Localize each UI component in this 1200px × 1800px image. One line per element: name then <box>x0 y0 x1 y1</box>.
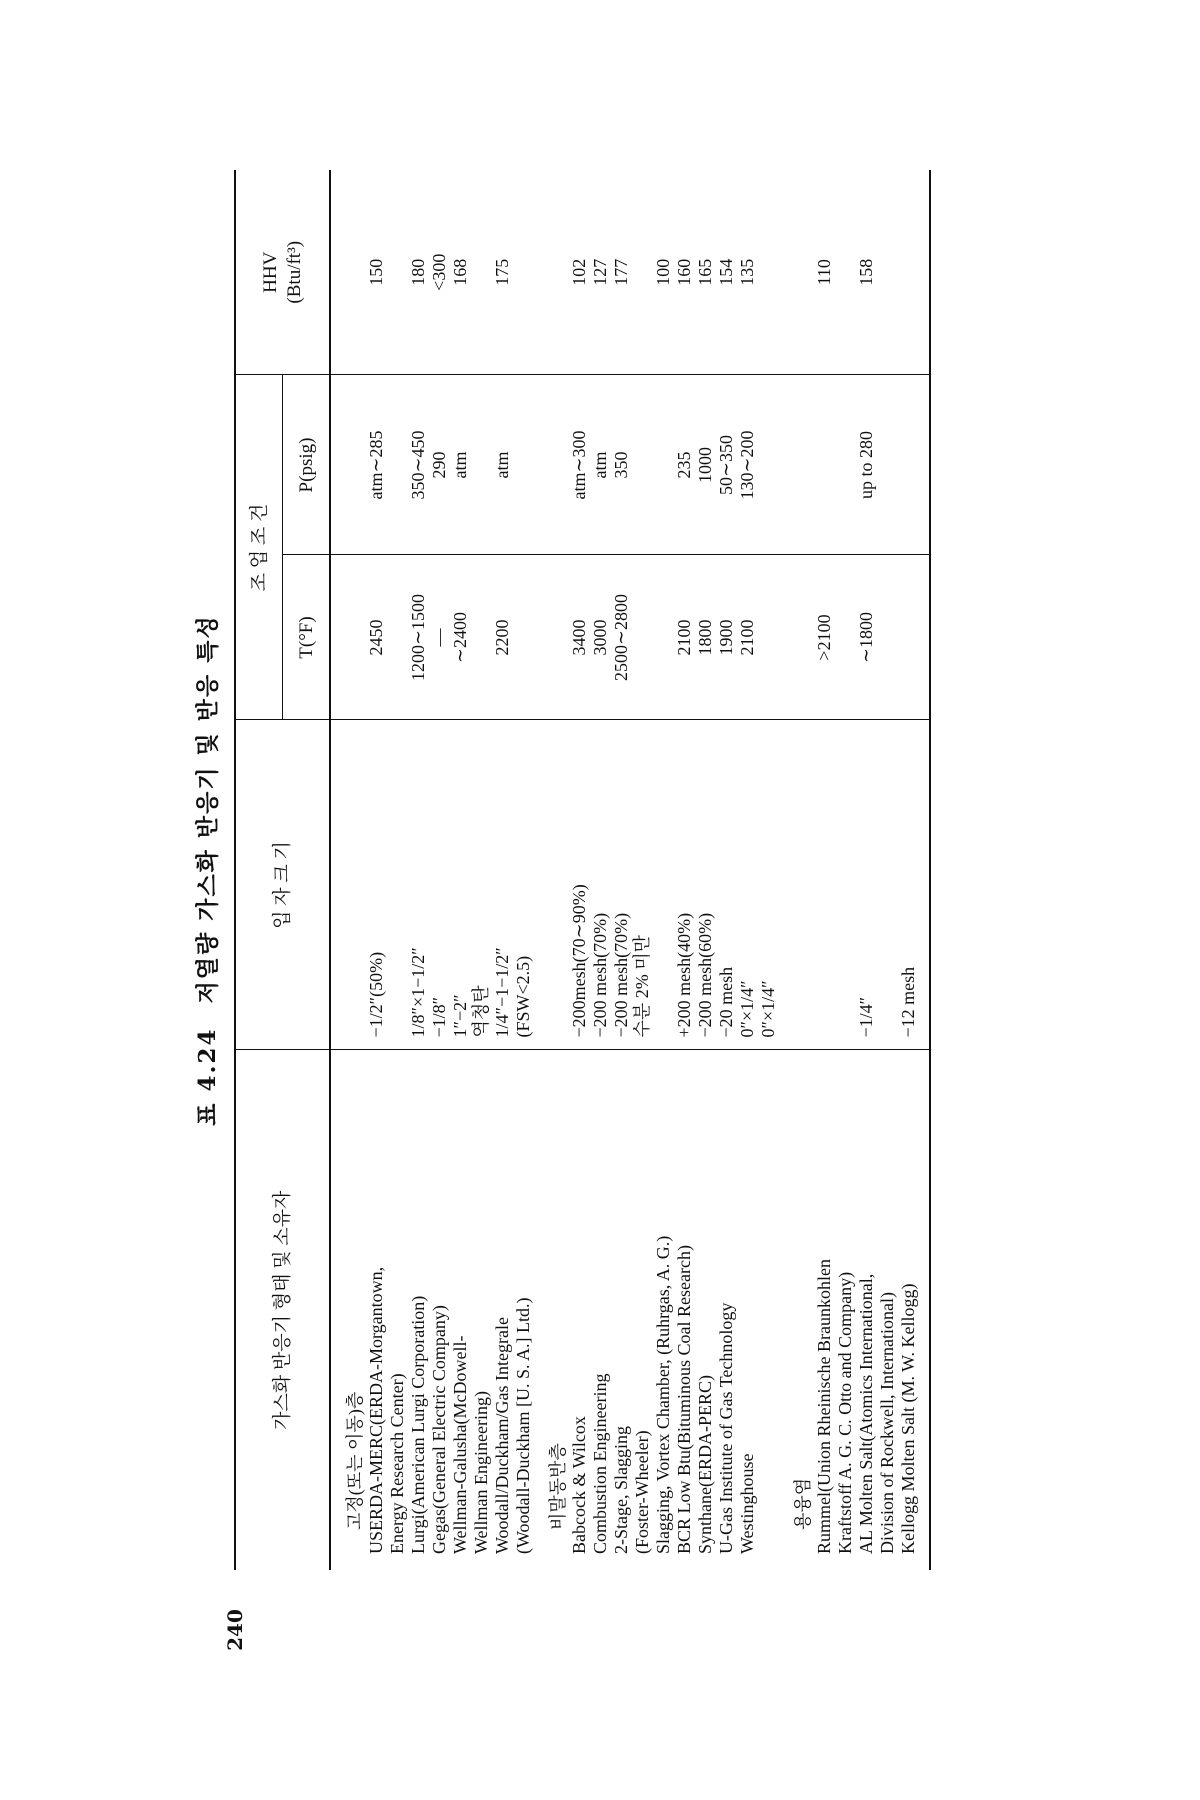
pressure-value: 350∼450 290 <box>408 375 450 555</box>
temperature-value: ∼2400 <box>450 555 492 720</box>
header-conditions: 조 업 조 건 <box>235 375 283 720</box>
particle-size: +200 mesh(40%) −200 mesh(60%) −20 mesh 0″×1/4″ 0″×1/4″ <box>653 720 779 1050</box>
reactor-name: Babcock & Wilcox Combustion Engineering 2-Stage, Slagging (Foster-Wheeler) <box>569 1373 652 1554</box>
header-temperature: T(°F) <box>283 555 331 720</box>
table-row <box>653 170 779 1570</box>
hhv-value: 168 <box>450 170 492 375</box>
reactor-name: Rummel(Union Rheinische Braunkohlen Kraftstoff A. G. C. Otto and Company) AL Molten Salt(Atomics International, Division of Rockwell, International) Kellogg Molten Salt (M. W. Kellogg) <box>814 1050 930 1570</box>
hhv-value: 180 <300 <box>408 170 450 375</box>
gasifier-table <box>234 170 994 1570</box>
header-hhv: HHV (Btu/ft³) <box>235 170 330 375</box>
reactor-name: Slagging, Vortex Chamber, (Ruhrgas, A. G.) BCR Low Btu(Bituminous Coal Research) Synthane(ERDA-PERC) U-Gas Institute of Gas Technology Westinghouse <box>653 1235 757 1554</box>
header-pressure: P(psig) <box>283 375 331 555</box>
pressure-value: atm∼285 <box>366 375 408 555</box>
page-number: 240 <box>223 1609 247 1651</box>
table-row <box>450 170 492 1570</box>
temperature-value: >2100 ∼1800 <box>814 555 930 720</box>
pressure-value: atm∼300 atm 350 <box>569 375 653 555</box>
caption-title: 저열량 가스화 반응기 및 반응 특성 <box>194 614 221 1004</box>
temperature-value: 2200 <box>492 555 534 720</box>
particle-size: −1/2″(50%) <box>366 720 408 1050</box>
pressure-value: atm <box>492 375 534 555</box>
particle-size: −200mesh(70∼90%) −200 mesh(70%) −200 mesh(70%) 수분 2% 미만 <box>569 720 653 1050</box>
reactor-name: USERDA-MERC(ERDA-Morgantown, Energy Research Center) <box>366 1266 407 1554</box>
rotated-table-page <box>190 170 1000 1570</box>
section-title-row <box>345 170 366 1570</box>
table-row <box>366 170 408 1570</box>
temperature-value: 3400 3000 2500∼2800 <box>569 555 653 720</box>
header-particle-size: 입 자 크 기 <box>235 720 330 1050</box>
particle-size: 1/8″×1−1/2″ −1/8″ <box>408 720 450 1050</box>
pressure-value: 235 1000 50∼350 130∼200 <box>653 375 779 555</box>
section-title-row <box>793 170 814 1570</box>
pressure-value: atm <box>450 375 492 555</box>
particle-size: −1/4″ −12 mesh <box>814 720 930 1050</box>
section-title-row <box>548 170 569 1570</box>
pressure-value: up to 280 <box>814 375 930 555</box>
hhv-value: 175 <box>492 170 534 375</box>
temperature-value: 2100 1800 1900 2100 <box>653 555 779 720</box>
particle-size: 1/4″−1−1/2″ (FSW<2.5) <box>492 720 534 1050</box>
temperature-value: 1200∼1500 — <box>408 555 450 720</box>
table-row <box>814 170 930 1570</box>
caption-number: 표 4.24 <box>194 1027 221 1126</box>
reactor-name: Woodall/Duckham/Gas Integrale (Woodall-Duckham [U. S. A.] Ltd.) <box>492 1297 533 1554</box>
section-title: 고정(또는 이동)층 <box>345 1391 365 1530</box>
temperature-value: 2450 <box>366 555 408 720</box>
reactor-name: Wellman-Galusha(McDowell- Wellman Engineering) <box>450 1335 491 1554</box>
header-reactor: 가스화 반응기 형태 및 소유자 <box>235 1050 330 1570</box>
section-title: 용융염 <box>793 1477 813 1530</box>
hhv-value: 100 160 165 154 135 <box>653 170 779 375</box>
table-row <box>492 170 534 1570</box>
table-row <box>408 170 450 1570</box>
hhv-value: 110 158 <box>814 170 930 375</box>
table-caption <box>190 170 226 1570</box>
table-row <box>569 170 653 1570</box>
table-body <box>330 170 930 1570</box>
particle-size: 1″−2″ 역청탄 <box>450 720 492 1050</box>
hhv-value: 150 <box>366 170 408 375</box>
section-title: 비말동반층 <box>548 1443 568 1530</box>
hhv-value: 102 127 177 <box>569 170 653 375</box>
reactor-name: Lurgi(American Lurgi Corporation) Gegas(General Electric Company) <box>408 1295 449 1554</box>
